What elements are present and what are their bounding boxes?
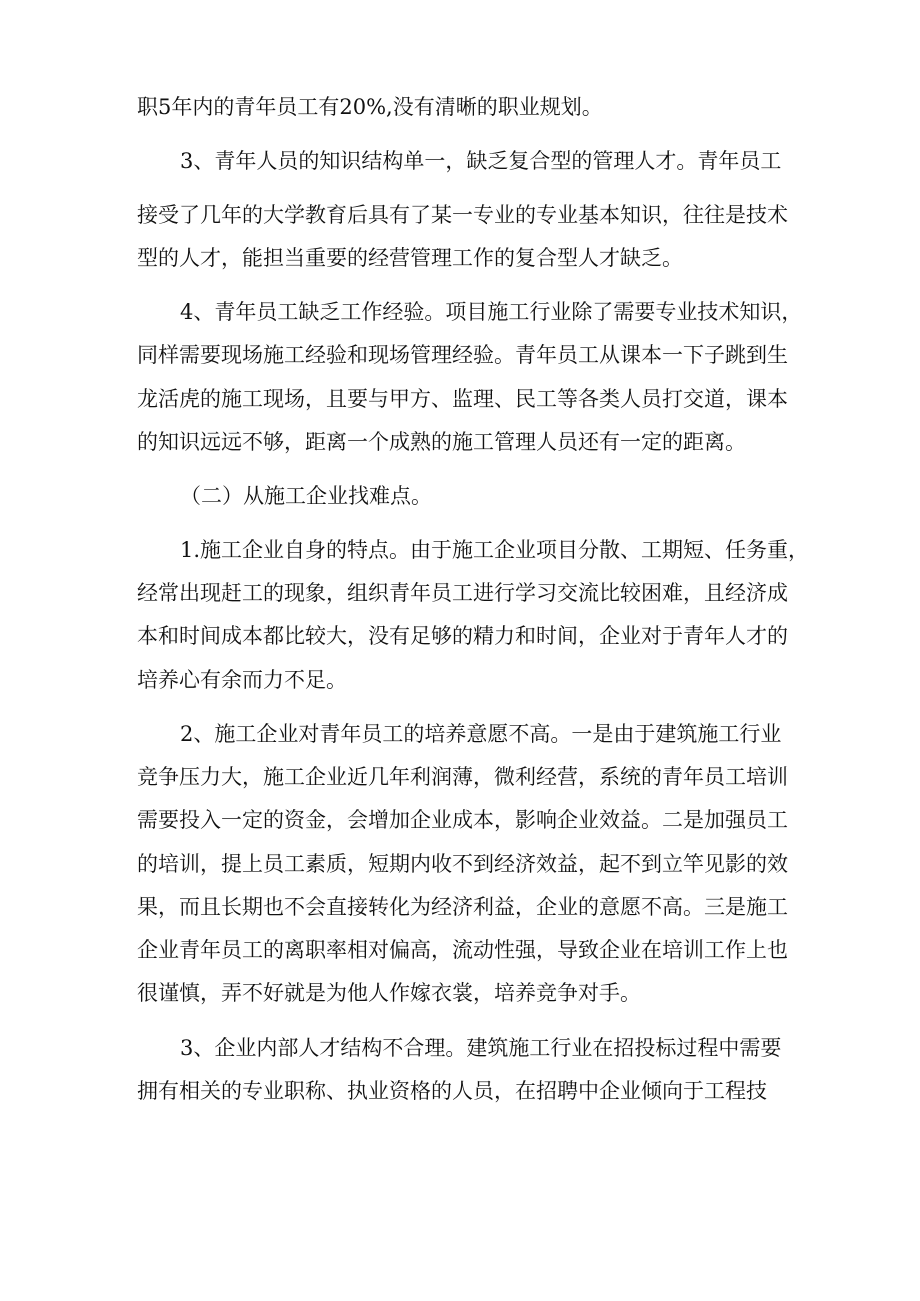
text-line: 竞争压力大，施工企业近几年利润薄，微利经营，系统的青年员工培训 bbox=[137, 765, 788, 789]
text-line: 职5年内的青年员工有20%,没有清晰的职业规划。 bbox=[137, 95, 603, 119]
text-line: 1.施工企业自身的特点。由于施工企业项目分散、工期短、任务重， bbox=[180, 538, 810, 562]
text-line: 拥有相关的专业职称、执业资格的人员，在招聘中企业倾向于工程技 bbox=[137, 1079, 767, 1103]
section-heading: （二）从施工企业找难点。 bbox=[180, 484, 432, 508]
text-line: 本和时间成本都比较大，没有足够的精力和时间，企业对于青年人才的 bbox=[137, 624, 788, 648]
text-line: 型的人才，能担当重要的经营管理工作的复合型人才缺乏。 bbox=[137, 246, 683, 270]
text-line: 接受了几年的大学教育后具有了某一专业的专业基本知识，往往是技术 bbox=[137, 203, 788, 227]
text-line: 的知识远远不够，距离一个成熟的施工管理人员还有一定的距离。 bbox=[137, 430, 746, 454]
text-line: 的培训，提上员工素质，短期内收不到经济效益，起不到立竿见影的效 bbox=[137, 852, 788, 876]
text-line: 需要投入一定的资金，会增加企业成本，影响企业效益。二是加强员工 bbox=[137, 808, 788, 832]
text-line: 很谨慎，弄不好就是为他人作嫁衣裳，培养竞争对手。 bbox=[137, 981, 641, 1005]
text-line: 2、施工企业对青年员工的培养意愿不高。一是由于建筑施工行业 bbox=[180, 722, 782, 746]
text-line: 同样需要现场施工经验和现场管理经验。青年员工从课本一下子跳到生 bbox=[137, 343, 788, 367]
text-line: 3、企业内部人才结构不合理。建筑施工行业在招投标过程中需要 bbox=[180, 1036, 782, 1060]
text-line: 3、青年人员的知识结构单一，缺乏复合型的管理人才。青年员工 bbox=[180, 149, 782, 173]
text-line: 培养心有余而力不足。 bbox=[137, 668, 347, 692]
text-line: 企业青年员工的离职率相对偏高，流动性强，导致企业在培训工作上也 bbox=[137, 938, 788, 962]
text-line: 果，而且长期也不会直接转化为经济利益，企业的意愿不高。三是施工 bbox=[137, 895, 788, 919]
text-line: 经常出现赶工的现象，组织青年员工进行学习交流比较困难，且经济成 bbox=[137, 581, 788, 605]
text-line: 4、青年员工缺乏工作经验。项目施工行业除了需要专业技术知识， bbox=[180, 300, 803, 324]
text-line: 龙活虎的施工现场，且要与甲方、监理、民工等各类人员打交道，课本 bbox=[137, 387, 788, 411]
